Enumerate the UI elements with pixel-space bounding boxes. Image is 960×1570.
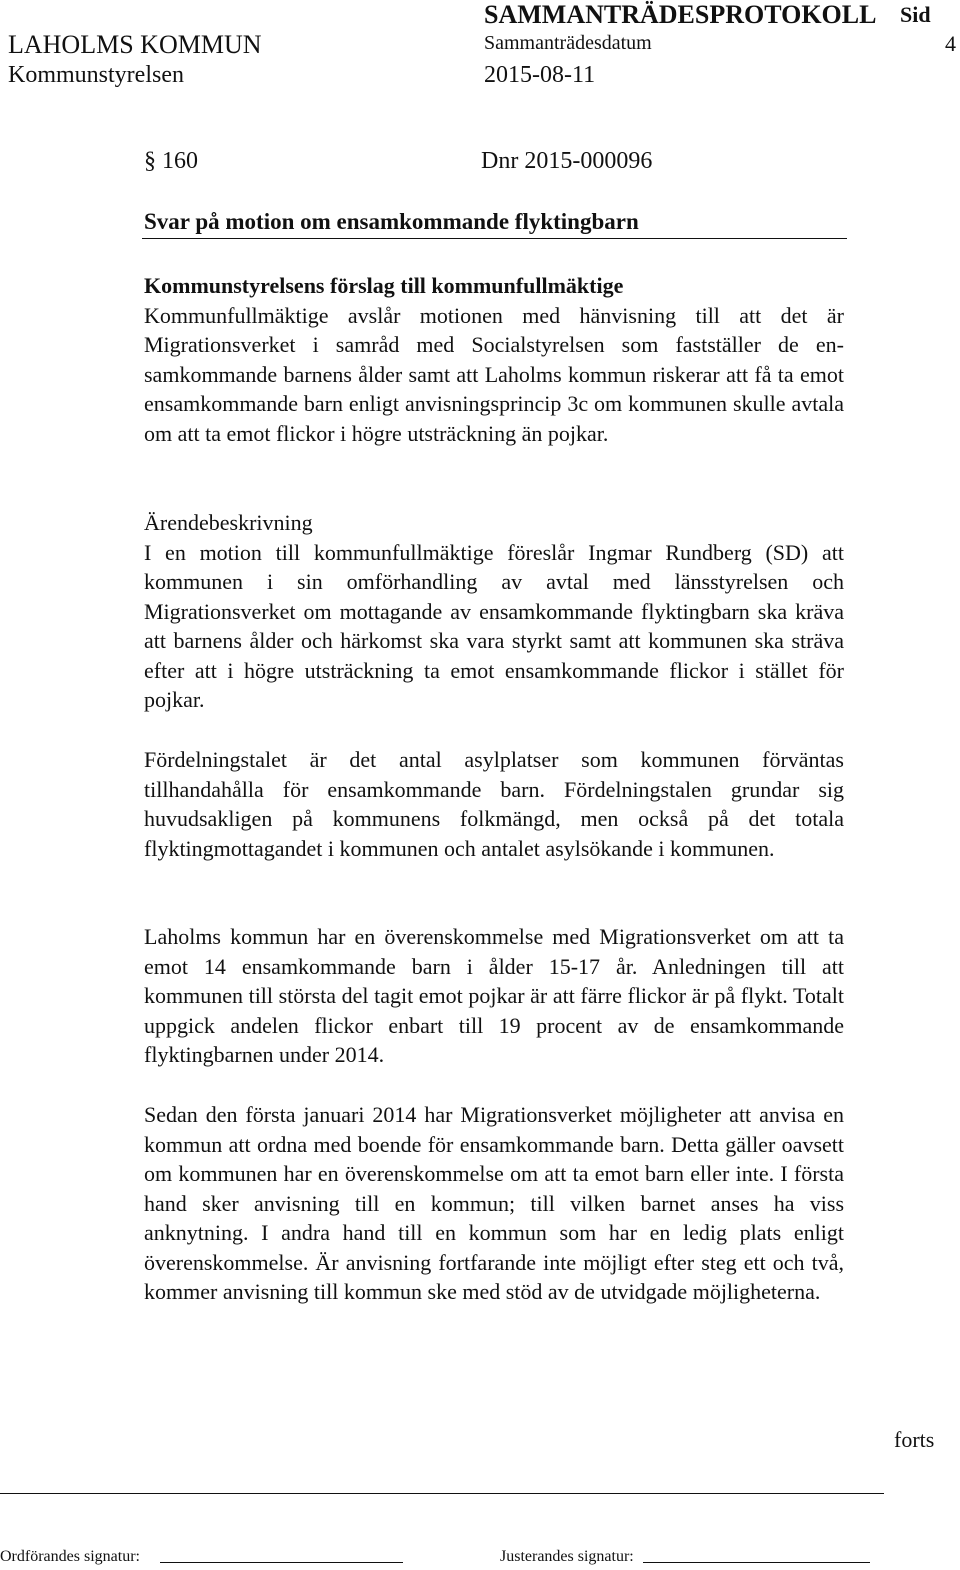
paragraph-number: § 160 <box>144 148 198 174</box>
proposal-section <box>144 271 844 448</box>
page-number: 4 <box>945 31 956 56</box>
chair-signature-line <box>160 1562 403 1563</box>
description-paragraph-4: Sedan den första januari 2014 har Migrationsverket möjligheter att anvisa en kommun att ordna med boende för ensamkommande barn. Detta gäller oavsett om kommunen har en överenskommelse om att ta emot barn eller inte. I första hand sker anvisning till en kommun; till vilken barnet anses ha viss anknytning. I andra hand till en kommun som har en ledig plats enligt överenskommelse. Är anvisning fortfarande inte möjligt efter steg ett och två, kommer anvisning till kommun ske med stöd av de utvidgade möjligheterna. <box>144 1102 844 1304</box>
meeting-date: 2015-08-11 <box>484 62 596 88</box>
adjuster-signature-label: Justerandes signatur: <box>500 1548 634 1565</box>
description-paragraph-1: I en motion till kommunfullmäktige föreslår Ingmar Rundberg (SD) att kommunen i sin omförhandling av avtal med länsstyrelsen och Migrationsverket om mottagande av ensamkommande flyktingbarn ska kräva att barnens ålder och härkomst ska vara styrkt samt att kommunen ska sträva efter att i högre utsträckning ta emot ensamkommande flickor i stället för pojkar. <box>144 539 844 712</box>
diary-number: Dnr 2015-000096 <box>481 148 653 174</box>
protocol-title: SAMMANTRÄDESPROTOKOLL <box>484 0 877 29</box>
description-paragraph-2: Fördelningstalet är det antal asylplatser som kommunen förväntas tillhandahålla för ensamkommande barn. Fördelningstalen grundar sig huvudsakligen på kommunens folkmängd, men också på det totala flyktingmottagandet i kommunen och antalet asylsökande i kommunen. <box>144 747 844 861</box>
description-section <box>144 508 844 715</box>
description-paragraph-4-block <box>144 1100 844 1307</box>
page-label: Sid <box>900 2 931 27</box>
adjuster-signature-line <box>643 1562 870 1563</box>
organization-name: LAHOLMS KOMMUN <box>8 30 262 59</box>
item-title: Svar på motion om ensamkommande flyktingbarn <box>144 209 639 234</box>
footer-rule <box>0 1493 884 1494</box>
chair-signature-label: Ordförandes signatur: <box>0 1548 140 1565</box>
description-paragraph-3-block <box>144 922 844 1070</box>
proposal-text: Kommunfullmäktige avslår motionen med hänvisning till att det är Migrationsverket i samråd med Socialstyrelsen som fastställer de ensamkommande barnens ålder samt att Laholms kommun riskerar att få ta emot ensamkommande barn enligt anvisningsprincip 3c om kommunen skulle avtala om att ta emot flickor i högre utsträckning än pojkar. <box>144 302 844 446</box>
description-heading: Ärendebeskrivning <box>144 510 313 535</box>
meeting-date-label: Sammanträdesdatum <box>484 32 652 54</box>
proposal-heading: Kommunstyrelsens förslag till kommunfullmäktige <box>144 273 624 298</box>
title-underline <box>142 238 847 239</box>
continued-marker: forts <box>894 1427 935 1452</box>
description-paragraph-3: Laholms kommun har en överenskommelse med Migrationsverket om att ta emot 14 ensamkommande barn i ålder 15-17 år. Anledningen till att kommunen till största del tagit emot pojkar är att färre flickor är på flykt. Totalt uppgick andelen flickor enbart till 19 procent av de ensamkommande flyktingbarnen under 2014. <box>144 924 844 1067</box>
board-name: Kommunstyrelsen <box>8 62 184 88</box>
description-paragraph-2-block <box>144 745 844 863</box>
